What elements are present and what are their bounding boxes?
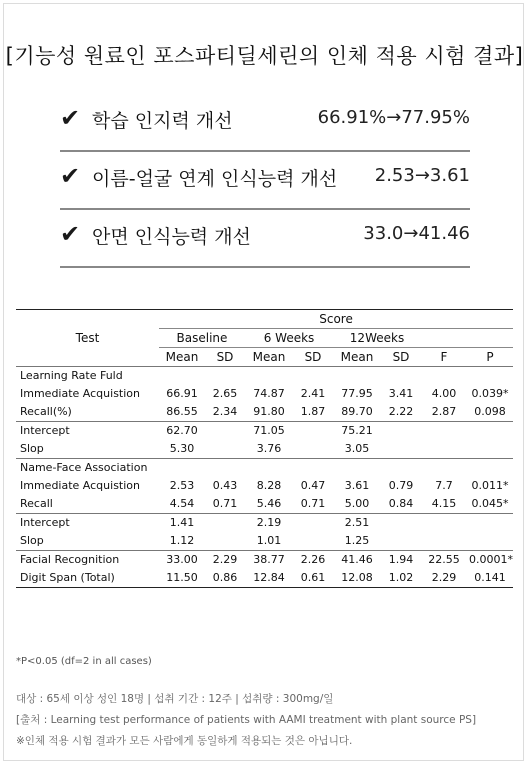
table-cell: 0.84: [388, 497, 414, 510]
table-cell: 2.29: [421, 569, 467, 588]
table-cell: [381, 514, 421, 533]
table-cell: [381, 532, 421, 551]
table-cell: [205, 459, 245, 478]
row-label: Intercept: [16, 514, 159, 533]
table-cell: 1.12: [169, 534, 195, 547]
table-row: [16, 477, 513, 495]
table-row: [16, 495, 513, 514]
highlight-value: 66.91%→77.95%: [317, 107, 470, 128]
table-cell: [205, 367, 245, 386]
column-header: P: [486, 350, 494, 364]
table-cell: 62.70: [159, 422, 205, 441]
table-row: [16, 551, 513, 570]
highlight-label: 이름-얼굴 연계 인식능력 개선: [92, 168, 338, 190]
table-cell: 38.77: [245, 551, 293, 570]
table-cell: 12.84: [245, 569, 293, 588]
results-table: [16, 309, 513, 588]
table-cell: 0.0001*: [467, 551, 513, 570]
table-cell: 33.00: [159, 551, 205, 570]
column-header: SD: [392, 350, 410, 364]
table-cell: [159, 459, 205, 478]
table-cell: 2.87: [431, 405, 457, 418]
table-cell: 41.46: [333, 551, 381, 570]
table-cell: 0.011*: [471, 479, 509, 492]
table-cell: [293, 532, 333, 551]
row-label: Name-Face Association: [16, 459, 159, 478]
column-header: Mean: [252, 350, 286, 364]
table-cell: 12.08: [333, 569, 381, 588]
row-label: Immediate Acquistion: [20, 387, 140, 400]
table-cell: [421, 514, 467, 533]
table-cell: [467, 514, 513, 533]
table-cell: [293, 440, 333, 459]
table-row: [16, 440, 513, 459]
table-cell: 0.43: [212, 479, 238, 492]
significance-note: *P<0.05 (df=2 in all cases): [16, 656, 152, 667]
table-cell: 2.65: [212, 387, 238, 400]
table-cell: [421, 440, 467, 459]
check-icon: ✔: [60, 104, 81, 132]
table-cell: 1.94: [381, 551, 421, 570]
highlight-value: 33.0→41.46: [363, 223, 470, 244]
table-row: [16, 422, 513, 441]
column-header: Mean: [165, 350, 199, 364]
table-cell: 0.039*: [471, 387, 509, 400]
table-cell: [467, 459, 513, 478]
table-cell: 4.54: [169, 497, 195, 510]
table-cell: 91.80: [253, 405, 285, 418]
table-cell: [421, 532, 467, 551]
group-header: Baseline: [159, 329, 245, 348]
table-cell: [293, 367, 333, 386]
table-cell: 0.71: [212, 497, 238, 510]
table-row: [16, 459, 513, 478]
table-cell: 3.05: [344, 442, 370, 455]
group-header: 12Weeks: [333, 329, 421, 348]
row-label: Digit Span (Total): [16, 569, 159, 588]
table-row: [16, 532, 513, 551]
table-cell: 0.86: [205, 569, 245, 588]
highlight-label: 학습 인지력 개선: [92, 110, 233, 132]
table-cell: 86.55: [166, 405, 198, 418]
table-cell: [381, 459, 421, 478]
check-icon: ✔: [60, 162, 81, 190]
column-header: SD: [216, 350, 234, 364]
table-cell: [333, 367, 381, 386]
table-cell: [245, 459, 293, 478]
table-cell: 71.05: [245, 422, 293, 441]
table-row: [16, 569, 513, 588]
highlight-value: 2.53→3.61: [374, 165, 470, 186]
table-row: [16, 514, 513, 533]
row-label: Slop: [20, 534, 44, 547]
table-cell: 4.00: [431, 387, 457, 400]
table-cell: 5.46: [256, 497, 282, 510]
table-cell: 75.21: [333, 422, 381, 441]
table-cell: 0.71: [300, 497, 326, 510]
table-cell: 2.34: [212, 405, 238, 418]
table-cell: [467, 422, 513, 441]
table-cell: 3.41: [388, 387, 414, 400]
check-icon: ✔: [60, 220, 81, 248]
table-cell: 5.30: [169, 442, 195, 455]
table-cell: 3.76: [256, 442, 282, 455]
table-cell: 1.25: [344, 534, 370, 547]
highlight-name-face: [60, 150, 470, 210]
table-cell: [421, 422, 467, 441]
score-header: Score: [159, 310, 513, 329]
table-cell: 5.00: [344, 497, 370, 510]
table-cell: 22.55: [421, 551, 467, 570]
table-cell: 0.098: [474, 405, 506, 418]
table-cell: [333, 459, 381, 478]
table-cell: [205, 532, 245, 551]
table-cell: [421, 459, 467, 478]
table-cell: 2.29: [205, 551, 245, 570]
page-title: [기능성 원료인 포스파티딜세린의 인체 적용 시험 결과]: [5, 44, 524, 68]
table-cell: [421, 367, 467, 386]
table-row: [16, 367, 513, 386]
footer-subjects: 대상 : 65세 이상 성인 18명 | 섭취 기간 : 12주 | 섭취량 : 300mg/일: [16, 693, 334, 705]
table-cell: [245, 367, 293, 386]
table-cell: 2.22: [388, 405, 414, 418]
table-cell: 2.19: [245, 514, 293, 533]
row-label: Intercept: [16, 422, 159, 441]
table-cell: 77.95: [341, 387, 373, 400]
table-cell: 74.87: [253, 387, 285, 400]
test-header: Test: [16, 310, 159, 367]
highlight-facial: [60, 208, 470, 268]
footer-disclaimer: ※인체 적용 시험 결과가 모든 사람에게 동일하게 적용되는 것은 아닙니다.: [16, 735, 353, 747]
table-cell: 0.141: [467, 569, 513, 588]
highlight-label: 안면 인식능력 개선: [92, 226, 251, 248]
table-cell: [381, 440, 421, 459]
table-row: [16, 403, 513, 422]
row-label: Recall: [20, 497, 53, 510]
row-label: Learning Rate Fuld: [16, 367, 159, 386]
row-label: Facial Recognition: [16, 551, 159, 570]
table-cell: 7.7: [435, 479, 453, 492]
table-cell: 1.87: [300, 405, 326, 418]
table-cell: [381, 367, 421, 386]
row-label: Recall(%): [20, 405, 72, 418]
table-cell: [205, 422, 245, 441]
table-cell: [467, 532, 513, 551]
table-cell: [467, 367, 513, 386]
table-cell: 8.28: [256, 479, 282, 492]
table-cell: 66.91: [166, 387, 198, 400]
table-cell: 3.61: [344, 479, 370, 492]
column-header: Mean: [340, 350, 374, 364]
footer-source: [출처 : Learning test performance of patients with AAMI treatment with plant source PS]: [16, 714, 477, 726]
table-cell: 11.50: [159, 569, 205, 588]
table-cell: [293, 422, 333, 441]
table-cell: 4.15: [431, 497, 457, 510]
table-cell: 2.51: [333, 514, 381, 533]
table-cell: 89.70: [341, 405, 373, 418]
column-header: SD: [304, 350, 322, 364]
table-cell: 0.47: [300, 479, 326, 492]
table-cell: 2.53: [169, 479, 195, 492]
column-header: F: [440, 350, 448, 364]
table-cell: [381, 422, 421, 441]
table-row: [16, 385, 513, 403]
table-cell: [159, 367, 205, 386]
row-label: Slop: [20, 442, 44, 455]
table-cell: 1.01: [256, 534, 282, 547]
table-cell: 0.045*: [471, 497, 509, 510]
highlight-cognition: [60, 92, 470, 152]
table-cell: 2.26: [293, 551, 333, 570]
table-cell: 0.79: [388, 479, 414, 492]
table-cell: [293, 459, 333, 478]
table-cell: [205, 514, 245, 533]
table-cell: 2.41: [300, 387, 326, 400]
table-cell: 1.41: [159, 514, 205, 533]
table-cell: 1.02: [381, 569, 421, 588]
group-header: 6 Weeks: [245, 329, 333, 348]
table-cell: [467, 440, 513, 459]
table-cell: [293, 514, 333, 533]
table-cell: 0.61: [293, 569, 333, 588]
row-label: Immediate Acquistion: [20, 479, 140, 492]
table-cell: [205, 440, 245, 459]
